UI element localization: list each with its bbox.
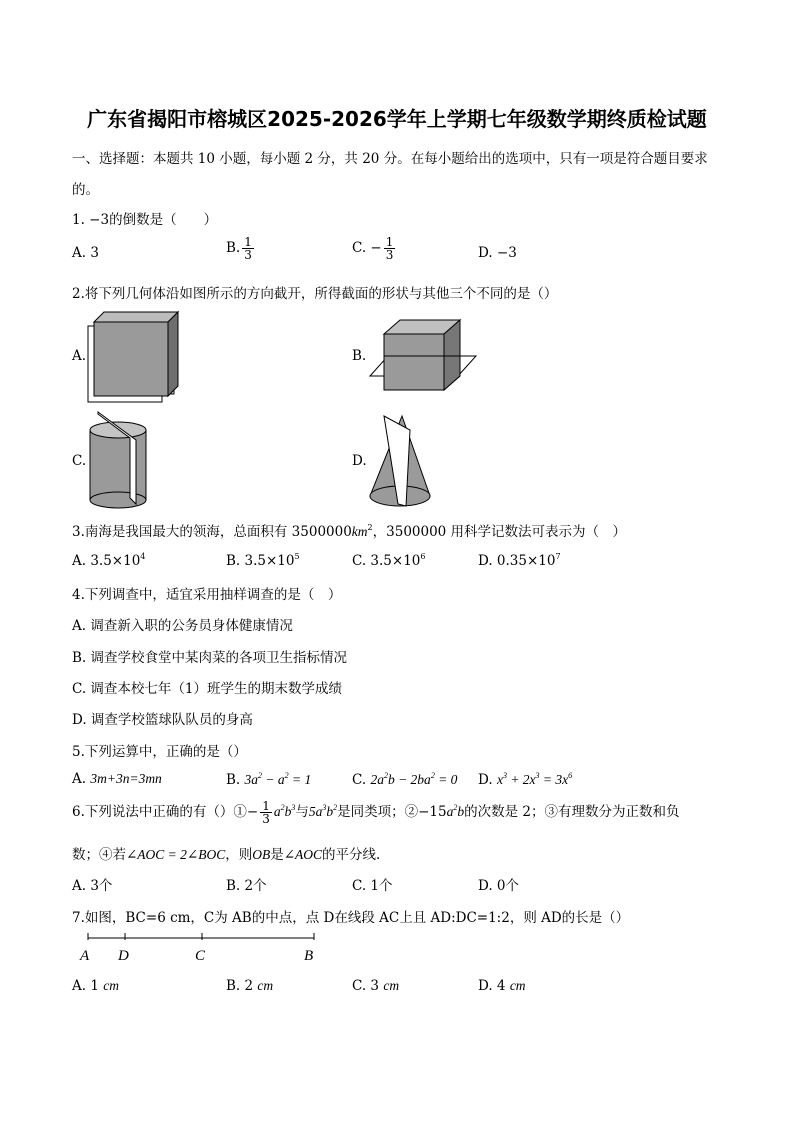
q2-figure-b-cuboid-horizontal-plane	[368, 316, 478, 396]
q1-option-a: A. 3	[72, 245, 99, 261]
q4-stem: 4.下列调查中，适宜采用抽样调查的是（ ）	[72, 587, 342, 603]
q6-option-a: A. 3个	[72, 878, 113, 894]
q7-segment-diagram	[76, 930, 326, 966]
q3-option-d: D. $0.35\times 10^7$	[478, 552, 561, 569]
q7-point-a-label: A	[80, 948, 90, 964]
q6-stem-line1: 6.下列说法中正确的有（）①− $\frac{1}{3}$ $a^2b^3$与$5a^3b^2$是同类项；$②-15a^2b$的次数是 2；③有理数分为正数和负	[72, 799, 680, 826]
q2-option-c: C.	[72, 453, 87, 469]
q2-option-b: B.	[352, 348, 367, 364]
q6-option-d: D. 0个	[478, 878, 520, 894]
q3-option-c: C. $3.5\times 10^6$	[352, 552, 426, 569]
q4-option-b: B. 调查学校食堂中某肉菜的各项卫生指标情况	[72, 650, 348, 666]
q1-option-b: B. $\frac{1}{3}$	[226, 235, 252, 262]
q5-option-d: D. $x^3 + 2x^3 = 3x^6$	[478, 771, 573, 788]
q7-point-c-label: C	[195, 948, 206, 964]
q3-stem: 3.南海是我国最大的领海，总面积有 $3500000km^2$，3500000 用科学记数法可表示为（ ）	[72, 523, 627, 540]
q7-stem: 7.如图，BC=6 cm，C为 AB的中点，点 D在线段 AC上且 AD:DC=1:2，则 AD的长是（）	[72, 910, 630, 926]
q2-figure-d-cone-vertical-plane	[366, 412, 436, 510]
q2-option-a: A.	[72, 348, 87, 364]
section-instruction-line2: 的。	[72, 182, 99, 198]
q6-stem-line2: 数；④若∠AOC = 2∠BOC，则OB是∠AOC的平分线.	[72, 847, 381, 863]
q4-option-d: D. 调查学校篮球队队员的身高	[72, 712, 253, 728]
q6-option-c: C. 1个	[352, 878, 393, 894]
q4-option-c: C. 调查本校七年（1）班学生的期末数学成绩	[72, 681, 343, 697]
q1-stem: 1. −3的倒数是（ ）	[72, 212, 218, 228]
q7-point-d-label: D	[118, 948, 129, 964]
q5-option-c: C. $2a^2b - 2ba^2 = 0$	[352, 771, 458, 788]
q5-option-b: B. $3a^2 - a^2 = 1$	[226, 771, 312, 788]
q3-option-a: A. $3.5\times 10^4$	[72, 552, 146, 569]
q5-option-a: A. 3m+3n=3mn	[72, 771, 162, 787]
q7-option-d: D. 4 cm	[478, 978, 526, 994]
q2-figure-c-cylinder-vertical-plane	[86, 410, 156, 510]
section-instruction-line1: 一、选择题：本题共 10 小题，每小题 2 分，共 20 分。在每小题给出的选项中，只有一项是符合题目要求	[72, 151, 708, 167]
q3-option-b: B. $3.5\times 10^5$	[226, 552, 300, 569]
q7-option-b: B. 2 cm	[226, 978, 274, 994]
q6-option-b: B. 2个	[226, 878, 267, 894]
q2-option-d: D.	[352, 453, 367, 469]
q7-option-a: A. 1 cm	[72, 978, 119, 994]
q1-option-c: C. − $\frac{1}{3}$	[352, 235, 394, 262]
q2-figure-a-cube-with-plane	[82, 310, 186, 404]
page-title: 广东省揭阳市榕城区2025-2026学年上学期七年级数学期终质检试题	[87, 107, 707, 131]
q7-option-c: C. 3 cm	[352, 978, 400, 994]
q1-option-d: D. −3	[478, 245, 517, 261]
q7-point-b-label: B	[304, 948, 314, 964]
q5-stem: 5.下列运算中，正确的是（）	[72, 744, 247, 760]
q4-option-a: A. 调查新入职的公务员身体健康情况	[72, 618, 293, 634]
q2-stem: 2.将下列几何体沿如图所示的方向截开，所得截面的形状与其他三个不同的是（）	[72, 286, 558, 302]
